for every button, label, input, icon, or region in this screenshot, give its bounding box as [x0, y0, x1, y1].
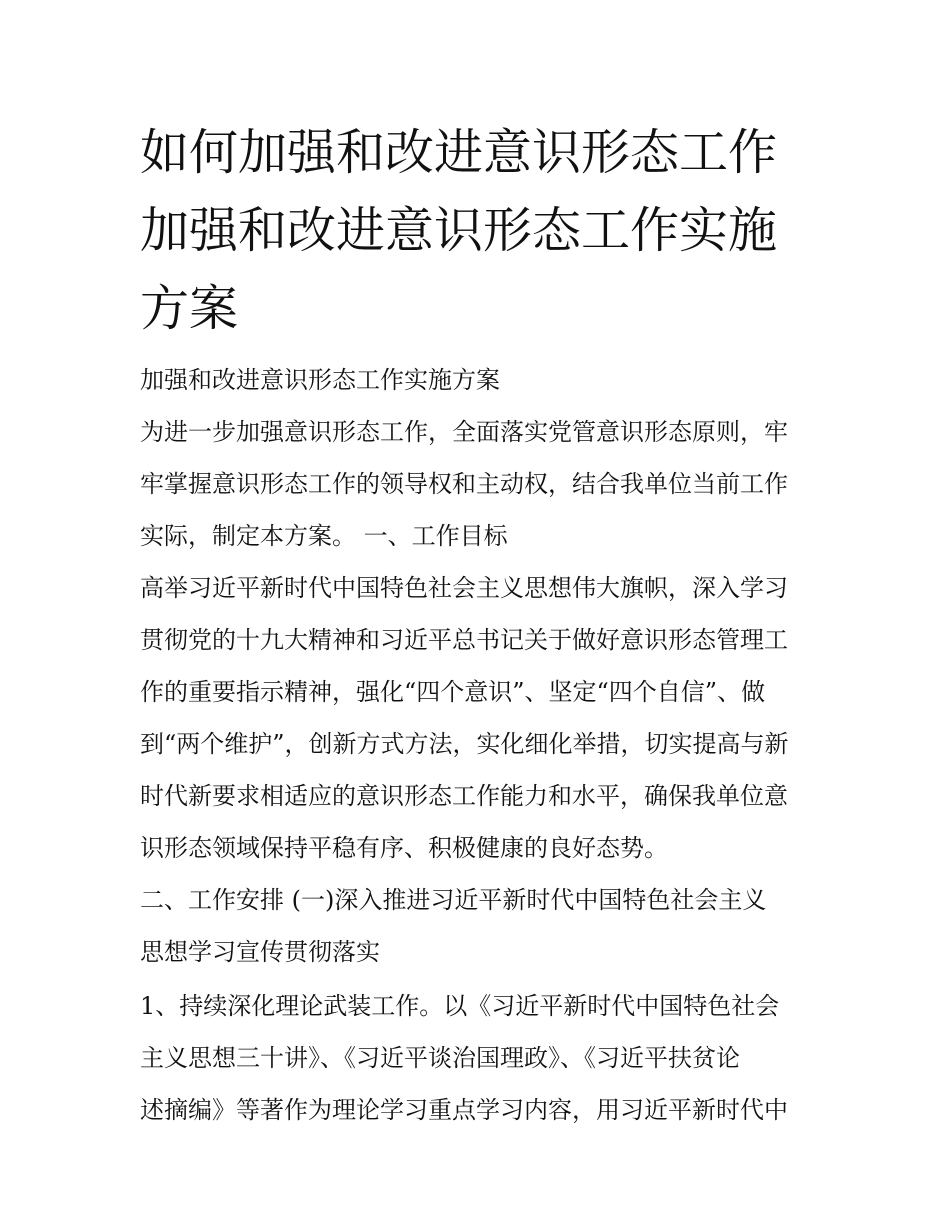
title-line-3: 方案 — [140, 280, 239, 337]
document-title — [140, 114, 830, 348]
paragraph-line: 为进一步加强意识形态工作，全面落实党管意识形态原则，牢 — [140, 418, 788, 446]
title-line-2: 加强和改进意识形态工作实施 — [140, 202, 778, 259]
paragraph-line: 牢掌握意识形态工作的领导权和主动权，结合我单位当前工作 — [140, 470, 788, 498]
paragraph-line: 识形态领域保持平稳有序、积极健康的良好态势。 — [140, 834, 668, 862]
paragraph-line: 主义思想三十讲》、《习近平谈治国理政》、《习近平扶贫论 — [140, 1044, 740, 1072]
title-line-1: 如何加强和改进意识形态工作 — [140, 124, 778, 181]
paragraph-line: 1、持续深化理论武装工作。以《习近平新时代中国特色社会 — [140, 992, 780, 1020]
paragraph-line: 述摘编》等著作为理论学习重点学习内容，用习近平新时代中 — [140, 1096, 788, 1124]
subtitle-line: 加强和改进意识形态工作实施方案 — [140, 366, 500, 394]
paragraph-line: 时代新要求相适应的意识形态工作能力和水平，确保我单位意 — [140, 782, 788, 810]
document-body — [140, 361, 830, 1129]
section-heading-line: 二、工作安排 (一)深入推进习近平新时代中国特色社会主义 — [140, 886, 767, 914]
section-heading-line: 思想学习宣传贯彻落实 — [140, 938, 380, 966]
paragraph-line: 到“两个维护”，创新方式方法，实化细化举措，切实提高与新 — [140, 730, 789, 758]
paragraph-line: 高举习近平新时代中国特色社会主义思想伟大旗帜，深入学习 — [140, 574, 788, 602]
paragraph-line: 贯彻党的十九大精神和习近平总书记关于做好意识形态管理工 — [140, 626, 788, 654]
paragraph-line: 作的重要指示精神，强化“四个意识”、坚定“四个自信”、做 — [140, 678, 766, 706]
paragraph-line: 实际，制定本方案。 一、工作目标 — [140, 522, 508, 550]
